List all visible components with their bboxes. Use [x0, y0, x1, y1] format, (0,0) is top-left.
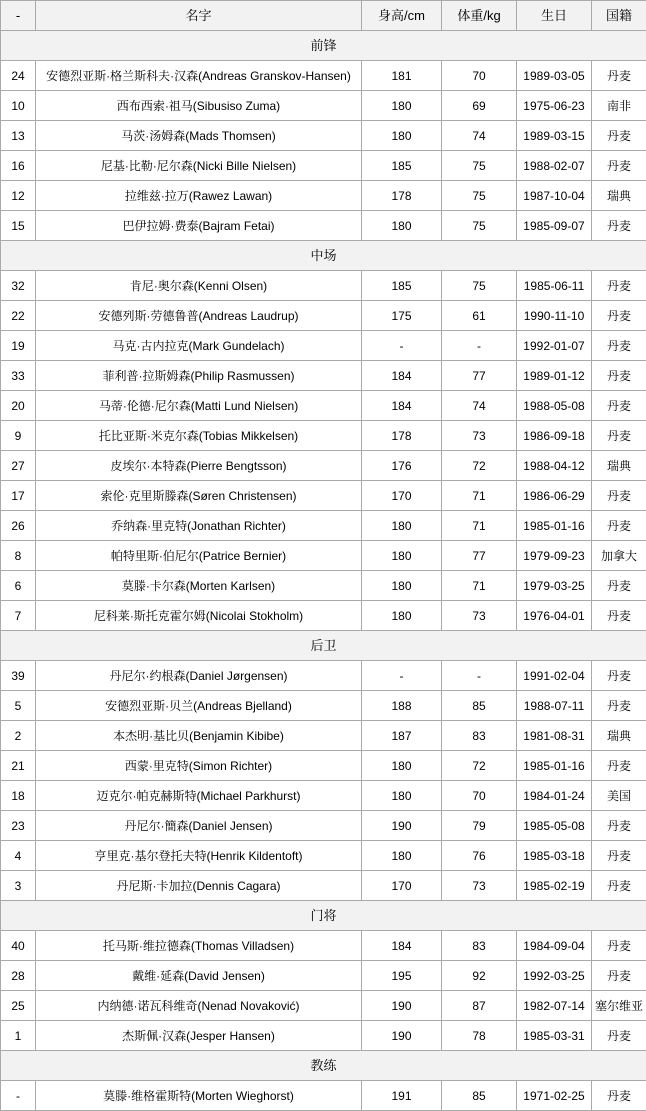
- header-birthday: 生日: [517, 1, 592, 31]
- table-row: [1, 751, 646, 781]
- player-number: 22: [1, 301, 36, 331]
- player-number: 23: [1, 811, 36, 841]
- table-row: [1, 421, 646, 451]
- player-nationality: 丹麦: [592, 391, 646, 421]
- player-birthday: 1976-04-01: [517, 601, 592, 631]
- player-birthday: 1985-03-31: [517, 1021, 592, 1051]
- table-row: [1, 61, 646, 91]
- header-nationality: 国籍: [592, 1, 646, 31]
- player-weight: 77: [442, 541, 517, 571]
- player-number: 6: [1, 571, 36, 601]
- player-birthday: 1991-02-04: [517, 661, 592, 691]
- player-number: 39: [1, 661, 36, 691]
- player-weight: 75: [442, 211, 517, 241]
- section-title: 前锋: [1, 31, 646, 61]
- player-height: 180: [362, 781, 442, 811]
- header-row: [1, 1, 646, 31]
- player-number: 10: [1, 91, 36, 121]
- player-name: 菲利普·拉斯姆森(Philip Rasmussen): [36, 361, 362, 391]
- player-height: 181: [362, 61, 442, 91]
- player-height: 178: [362, 181, 442, 211]
- player-number: 40: [1, 931, 36, 961]
- player-weight: 72: [442, 751, 517, 781]
- player-nationality: 丹麦: [592, 661, 646, 691]
- section-header-row: [1, 31, 646, 61]
- player-nationality: 丹麦: [592, 691, 646, 721]
- player-name: 丹尼尔·簡森(Daniel Jensen): [36, 811, 362, 841]
- player-name: 托比亚斯·米克尔森(Tobias Mikkelsen): [36, 421, 362, 451]
- player-birthday: 1985-01-16: [517, 511, 592, 541]
- player-height: -: [362, 331, 442, 361]
- player-weight: 85: [442, 1081, 517, 1111]
- player-nationality: 丹麦: [592, 1081, 646, 1111]
- section-title: 中场: [1, 241, 646, 271]
- section-header-row: [1, 241, 646, 271]
- player-nationality: 瑞典: [592, 721, 646, 751]
- player-number: 16: [1, 151, 36, 181]
- player-nationality: 丹麦: [592, 1021, 646, 1051]
- player-weight: 75: [442, 151, 517, 181]
- player-weight: 74: [442, 391, 517, 421]
- player-birthday: 1975-06-23: [517, 91, 592, 121]
- table-row: [1, 121, 646, 151]
- player-name: 马茨·汤姆森(Mads Thomsen): [36, 121, 362, 151]
- player-number: 12: [1, 181, 36, 211]
- player-name: 丹尼尔·约根森(Daniel Jørgensen): [36, 661, 362, 691]
- player-height: 190: [362, 811, 442, 841]
- player-height: 190: [362, 991, 442, 1021]
- player-number: 27: [1, 451, 36, 481]
- table-row: [1, 691, 646, 721]
- player-birthday: 1987-10-04: [517, 181, 592, 211]
- player-number: 18: [1, 781, 36, 811]
- player-name: 丹尼斯·卡加拉(Dennis Cagara): [36, 871, 362, 901]
- player-nationality: 瑞典: [592, 451, 646, 481]
- player-nationality: 丹麦: [592, 571, 646, 601]
- player-name: 拉维兹·拉万(Rawez Lawan): [36, 181, 362, 211]
- player-height: 170: [362, 481, 442, 511]
- player-nationality: 丹麦: [592, 871, 646, 901]
- player-weight: 71: [442, 571, 517, 601]
- player-number: 4: [1, 841, 36, 871]
- player-height: 187: [362, 721, 442, 751]
- player-number: 20: [1, 391, 36, 421]
- player-nationality: 丹麦: [592, 151, 646, 181]
- player-name: 乔纳森·里克特(Jonathan Richter): [36, 511, 362, 541]
- player-nationality: 丹麦: [592, 841, 646, 871]
- player-nationality: 丹麦: [592, 361, 646, 391]
- player-weight: 73: [442, 601, 517, 631]
- player-height: 191: [362, 1081, 442, 1111]
- player-name: 帕特里斯·伯尼尔(Patrice Bernier): [36, 541, 362, 571]
- table-row: [1, 211, 646, 241]
- player-height: 180: [362, 601, 442, 631]
- player-weight: 70: [442, 61, 517, 91]
- player-name: 马蒂·伦德·尼尔森(Matti Lund Nielsen): [36, 391, 362, 421]
- player-birthday: 1989-03-05: [517, 61, 592, 91]
- player-name: 安德列斯·劳德鲁普(Andreas Laudrup): [36, 301, 362, 331]
- player-number: 2: [1, 721, 36, 751]
- player-number: 25: [1, 991, 36, 1021]
- player-weight: -: [442, 661, 517, 691]
- table-row: [1, 841, 646, 871]
- player-nationality: 丹麦: [592, 421, 646, 451]
- player-number: 1: [1, 1021, 36, 1051]
- player-nationality: 瑞典: [592, 181, 646, 211]
- player-name: 内纳德·诺瓦科维奇(Nenad Novaković): [36, 991, 362, 1021]
- player-birthday: 1986-06-29: [517, 481, 592, 511]
- section-header-row: [1, 631, 646, 661]
- player-birthday: 1979-09-23: [517, 541, 592, 571]
- player-weight: 83: [442, 721, 517, 751]
- player-weight: 85: [442, 691, 517, 721]
- player-number: 13: [1, 121, 36, 151]
- table-row: [1, 391, 646, 421]
- table-row: [1, 1021, 646, 1051]
- table-row: [1, 721, 646, 751]
- table-row: [1, 781, 646, 811]
- player-nationality: 丹麦: [592, 271, 646, 301]
- player-weight: 74: [442, 121, 517, 151]
- player-height: 180: [362, 91, 442, 121]
- player-birthday: 1992-03-25: [517, 961, 592, 991]
- player-number: 21: [1, 751, 36, 781]
- player-nationality: 南非: [592, 91, 646, 121]
- section-header-row: [1, 901, 646, 931]
- player-height: 180: [362, 571, 442, 601]
- player-nationality: 丹麦: [592, 481, 646, 511]
- player-name: 迈克尔·帕克赫斯特(Michael Parkhurst): [36, 781, 362, 811]
- player-height: 180: [362, 751, 442, 781]
- table-row: [1, 991, 646, 1021]
- section-title: 后卫: [1, 631, 646, 661]
- player-height: 180: [362, 211, 442, 241]
- section-header-row: [1, 1051, 646, 1081]
- player-nationality: 丹麦: [592, 961, 646, 991]
- player-name: 戴维·延森(David Jensen): [36, 961, 362, 991]
- player-name: 尼科莱·斯托克霍尔姆(Nicolai Stokholm): [36, 601, 362, 631]
- player-height: 175: [362, 301, 442, 331]
- player-height: 184: [362, 361, 442, 391]
- player-name: 莫滕·卡尔森(Morten Karlsen): [36, 571, 362, 601]
- player-name: 托马斯·维拉德森(Thomas Villadsen): [36, 931, 362, 961]
- player-number: 19: [1, 331, 36, 361]
- table-header: [1, 1, 646, 31]
- player-height: 184: [362, 391, 442, 421]
- player-nationality: 丹麦: [592, 211, 646, 241]
- table-row: [1, 301, 646, 331]
- player-height: 170: [362, 871, 442, 901]
- table-row: [1, 541, 646, 571]
- table-row: [1, 91, 646, 121]
- player-birthday: 1985-02-19: [517, 871, 592, 901]
- player-number: -: [1, 1081, 36, 1111]
- player-height: 180: [362, 541, 442, 571]
- player-height: -: [362, 661, 442, 691]
- player-nationality: 丹麦: [592, 511, 646, 541]
- table-body: [1, 31, 646, 1111]
- player-weight: 70: [442, 781, 517, 811]
- player-birthday: 1985-09-07: [517, 211, 592, 241]
- table-row: [1, 451, 646, 481]
- player-number: 9: [1, 421, 36, 451]
- player-birthday: 1989-01-12: [517, 361, 592, 391]
- player-name: 安德烈亚斯·格兰斯科夫·汉森(Andreas Granskov-Hansen): [36, 61, 362, 91]
- player-weight: 75: [442, 271, 517, 301]
- player-height: 190: [362, 1021, 442, 1051]
- player-birthday: 1988-05-08: [517, 391, 592, 421]
- player-birthday: 1992-01-07: [517, 331, 592, 361]
- player-name: 肯尼·奥尔森(Kenni Olsen): [36, 271, 362, 301]
- table-row: [1, 961, 646, 991]
- table-row: [1, 601, 646, 631]
- player-weight: -: [442, 331, 517, 361]
- player-name: 西蒙·里克特(Simon Richter): [36, 751, 362, 781]
- player-weight: 75: [442, 181, 517, 211]
- player-height: 176: [362, 451, 442, 481]
- player-birthday: 1985-06-11: [517, 271, 592, 301]
- player-number: 3: [1, 871, 36, 901]
- player-name: 本杰明·基比贝(Benjamin Kibibe): [36, 721, 362, 751]
- player-nationality: 丹麦: [592, 301, 646, 331]
- table-row: [1, 271, 646, 301]
- player-name: 杰斯佩·汉森(Jesper Hansen): [36, 1021, 362, 1051]
- table-row: [1, 571, 646, 601]
- player-birthday: 1985-03-18: [517, 841, 592, 871]
- player-name: 马克·古内拉克(Mark Gundelach): [36, 331, 362, 361]
- player-weight: 71: [442, 511, 517, 541]
- player-birthday: 1986-09-18: [517, 421, 592, 451]
- table-row: [1, 511, 646, 541]
- table-row: [1, 871, 646, 901]
- player-birthday: 1981-08-31: [517, 721, 592, 751]
- player-height: 188: [362, 691, 442, 721]
- table-row: [1, 811, 646, 841]
- player-number: 8: [1, 541, 36, 571]
- player-number: 33: [1, 361, 36, 391]
- player-nationality: 丹麦: [592, 751, 646, 781]
- player-name: 巴伊拉姆·费泰(Bajram Fetai): [36, 211, 362, 241]
- player-birthday: 1988-07-11: [517, 691, 592, 721]
- header-height: 身高/cm: [362, 1, 442, 31]
- header-number: -: [1, 1, 36, 31]
- player-weight: 72: [442, 451, 517, 481]
- player-height: 185: [362, 151, 442, 181]
- player-birthday: 1988-02-07: [517, 151, 592, 181]
- player-number: 5: [1, 691, 36, 721]
- player-nationality: 加拿大: [592, 541, 646, 571]
- player-height: 195: [362, 961, 442, 991]
- player-nationality: 丹麦: [592, 931, 646, 961]
- player-nationality: 丹麦: [592, 121, 646, 151]
- player-name: 亨里克·基尔登托夫特(Henrik Kildentoft): [36, 841, 362, 871]
- player-name: 索伦·克里斯滕森(Søren Christensen): [36, 481, 362, 511]
- table-row: [1, 361, 646, 391]
- player-weight: 73: [442, 871, 517, 901]
- section-title: 门将: [1, 901, 646, 931]
- player-nationality: 丹麦: [592, 61, 646, 91]
- header-name: 名字: [36, 1, 362, 31]
- player-weight: 92: [442, 961, 517, 991]
- player-weight: 61: [442, 301, 517, 331]
- player-nationality: 美国: [592, 781, 646, 811]
- player-nationality: 塞尔维亚: [592, 991, 646, 1021]
- player-number: 24: [1, 61, 36, 91]
- player-birthday: 1988-04-12: [517, 451, 592, 481]
- player-name: 尼基·比勒·尼尔森(Nicki Bille Nielsen): [36, 151, 362, 181]
- section-title: 教练: [1, 1051, 646, 1081]
- player-birthday: 1971-02-25: [517, 1081, 592, 1111]
- table-row: [1, 151, 646, 181]
- player-birthday: 1990-11-10: [517, 301, 592, 331]
- player-birthday: 1984-01-24: [517, 781, 592, 811]
- player-weight: 79: [442, 811, 517, 841]
- player-height: 180: [362, 841, 442, 871]
- player-weight: 83: [442, 931, 517, 961]
- player-height: 185: [362, 271, 442, 301]
- player-number: 17: [1, 481, 36, 511]
- table-row: [1, 181, 646, 211]
- player-name: 西布西索·祖马(Sibusiso Zuma): [36, 91, 362, 121]
- player-weight: 73: [442, 421, 517, 451]
- table-row: [1, 931, 646, 961]
- player-nationality: 丹麦: [592, 601, 646, 631]
- player-number: 26: [1, 511, 36, 541]
- table-row: [1, 331, 646, 361]
- player-name: 皮埃尔·本特森(Pierre Bengtsson): [36, 451, 362, 481]
- player-number: 7: [1, 601, 36, 631]
- player-weight: 69: [442, 91, 517, 121]
- player-weight: 76: [442, 841, 517, 871]
- player-name: 安德烈亚斯·贝兰(Andreas Bjelland): [36, 691, 362, 721]
- player-birthday: 1985-05-08: [517, 811, 592, 841]
- player-nationality: 丹麦: [592, 331, 646, 361]
- player-height: 180: [362, 121, 442, 151]
- player-number: 32: [1, 271, 36, 301]
- player-birthday: 1982-07-14: [517, 991, 592, 1021]
- player-birthday: 1979-03-25: [517, 571, 592, 601]
- player-name: 莫滕·维格霍斯特(Morten Wieghorst): [36, 1081, 362, 1111]
- player-nationality: 丹麦: [592, 811, 646, 841]
- player-weight: 71: [442, 481, 517, 511]
- player-height: 184: [362, 931, 442, 961]
- header-weight: 体重/kg: [442, 1, 517, 31]
- player-weight: 78: [442, 1021, 517, 1051]
- player-birthday: 1989-03-15: [517, 121, 592, 151]
- player-weight: 77: [442, 361, 517, 391]
- player-weight: 87: [442, 991, 517, 1021]
- player-number: 15: [1, 211, 36, 241]
- player-birthday: 1984-09-04: [517, 931, 592, 961]
- player-height: 180: [362, 511, 442, 541]
- player-height: 178: [362, 421, 442, 451]
- player-number: 28: [1, 961, 36, 991]
- table-row: [1, 661, 646, 691]
- table-row: [1, 1081, 646, 1111]
- table-row: [1, 481, 646, 511]
- player-birthday: 1985-01-16: [517, 751, 592, 781]
